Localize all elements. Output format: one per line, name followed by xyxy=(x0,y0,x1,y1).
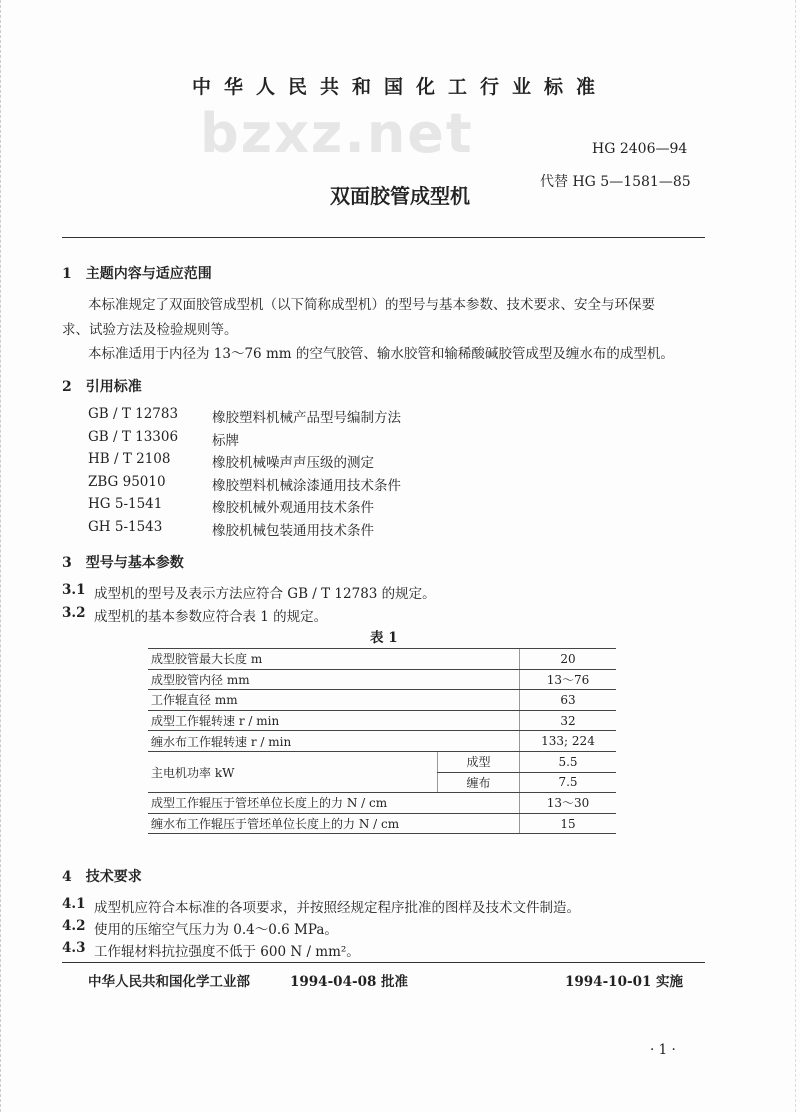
param-value: 5.5 xyxy=(520,751,617,772)
param-value: 32 xyxy=(520,710,617,731)
table-row xyxy=(148,710,616,731)
page-number: · 1 · xyxy=(650,1042,676,1058)
reference-name: 橡胶机械外观通用技术条件 xyxy=(212,500,374,516)
section-3-heading: 3 型号与基本参数 xyxy=(62,555,184,571)
reference-code: GH 5-1543 xyxy=(88,518,163,535)
table-row xyxy=(148,793,616,814)
item-number: 3.2 xyxy=(62,605,86,621)
param-value: 20 xyxy=(520,649,617,670)
param-value: 13～76 xyxy=(520,669,617,690)
param-label: 成型工作辊压于管坯单位长度上的力 N / cm xyxy=(148,793,520,814)
reference-code: ZBG 95010 xyxy=(88,473,166,490)
section-2-heading: 2 引用标准 xyxy=(62,379,142,395)
reference-name: 橡胶机械包装通用技术条件 xyxy=(212,522,374,539)
header-divider xyxy=(62,237,705,238)
watermark: bzxz.net xyxy=(200,102,474,165)
standard-code: HG 2406—94 xyxy=(592,141,688,157)
section-4-heading: 4 技术要求 xyxy=(62,869,142,885)
paragraph: 求、试验方法及检验规则等。 xyxy=(62,322,238,338)
reference-name: 橡胶塑料机械产品型号编制方法 xyxy=(212,410,401,426)
paragraph: 成型机应符合本标准的各项要求，并按照经规定程序批准的图样及技术文件制造。 xyxy=(94,900,580,916)
table-row xyxy=(148,813,616,834)
footer-divider xyxy=(62,962,705,963)
table-caption: 表 1 xyxy=(370,630,398,646)
reference-code: GB / T 13306 xyxy=(88,428,179,445)
paragraph: 成型机的基本参数应符合表 1 的规定。 xyxy=(94,609,328,625)
effective-date: 1994-10-01 实施 xyxy=(565,974,684,990)
item-number: 4.3 xyxy=(62,940,86,956)
param-value: 63 xyxy=(520,690,617,711)
reference-name: 橡胶机械噪声声压级的测定 xyxy=(212,455,374,471)
reference-name: 橡胶塑料机械涂漆通用技术条件 xyxy=(212,477,401,494)
param-sublabel: 缠布 xyxy=(438,772,520,793)
paragraph: 成型机的型号及表示方法应符合 GB / T 12783 的规定。 xyxy=(94,586,436,602)
table-row xyxy=(148,731,616,752)
item-number: 3.1 xyxy=(62,582,86,598)
paragraph: 使用的压缩空气压力为 0.4～0.6 MPa。 xyxy=(94,922,338,938)
item-number: 4.1 xyxy=(62,896,86,912)
table-row xyxy=(148,649,616,670)
document-title: 双面胶管成型机 xyxy=(330,184,470,208)
param-value: 15 xyxy=(520,813,617,834)
param-value: 7.5 xyxy=(520,772,617,793)
reference-code: HB / T 2108 xyxy=(88,451,171,467)
paragraph: 本标准规定了双面胶管成型机（以下简称成型机）的型号与基本参数、技术要求、安全与环保要 xyxy=(88,297,655,313)
param-value: 133; 224 xyxy=(520,731,617,752)
paragraph: 本标准适用于内径为 13～76 mm 的空气胶管、输水胶管和输稀酸碱胶管成型及缠水布的成型机。 xyxy=(88,346,674,362)
reference-code: GB / T 12783 xyxy=(88,406,179,422)
param-label: 成型胶管内径 mm xyxy=(148,669,520,690)
param-label: 缠水布工作辊转速 r / min xyxy=(148,731,520,752)
paragraph: 工作辊材料抗拉强度不低于 600 N / mm²。 xyxy=(94,944,360,960)
scan-edge xyxy=(0,0,5,1112)
item-number: 4.2 xyxy=(62,918,86,934)
param-label: 成型工作辊转速 r / min xyxy=(148,710,520,731)
table-row xyxy=(148,751,616,772)
scan-edge xyxy=(795,0,800,1112)
standard-header: 中华人民共和国化工行业标准 xyxy=(191,76,608,98)
param-label: 成型胶管最大长度 m xyxy=(148,649,520,670)
reference-name: 标牌 xyxy=(212,432,239,449)
param-value: 13～30 xyxy=(520,793,617,814)
param-sublabel: 成型 xyxy=(438,751,520,772)
param-label: 缠水布工作辊压于管坯单位长度上的力 N / cm xyxy=(148,813,520,834)
section-1-heading: 1 主题内容与适应范围 xyxy=(62,266,212,282)
parameter-table xyxy=(148,648,616,834)
param-label: 工作辊直径 mm xyxy=(148,690,520,711)
param-label: 主电机功率 kW xyxy=(148,751,438,792)
reference-code: HG 5-1541 xyxy=(88,496,163,512)
approval-date: 1994-04-08 批准 xyxy=(290,974,409,990)
table-row xyxy=(148,690,616,711)
issuer: 中华人民共和国化学工业部 xyxy=(88,974,250,990)
table-row xyxy=(148,669,616,690)
replaces-code: 代替 HG 5—1581—85 xyxy=(540,174,691,190)
